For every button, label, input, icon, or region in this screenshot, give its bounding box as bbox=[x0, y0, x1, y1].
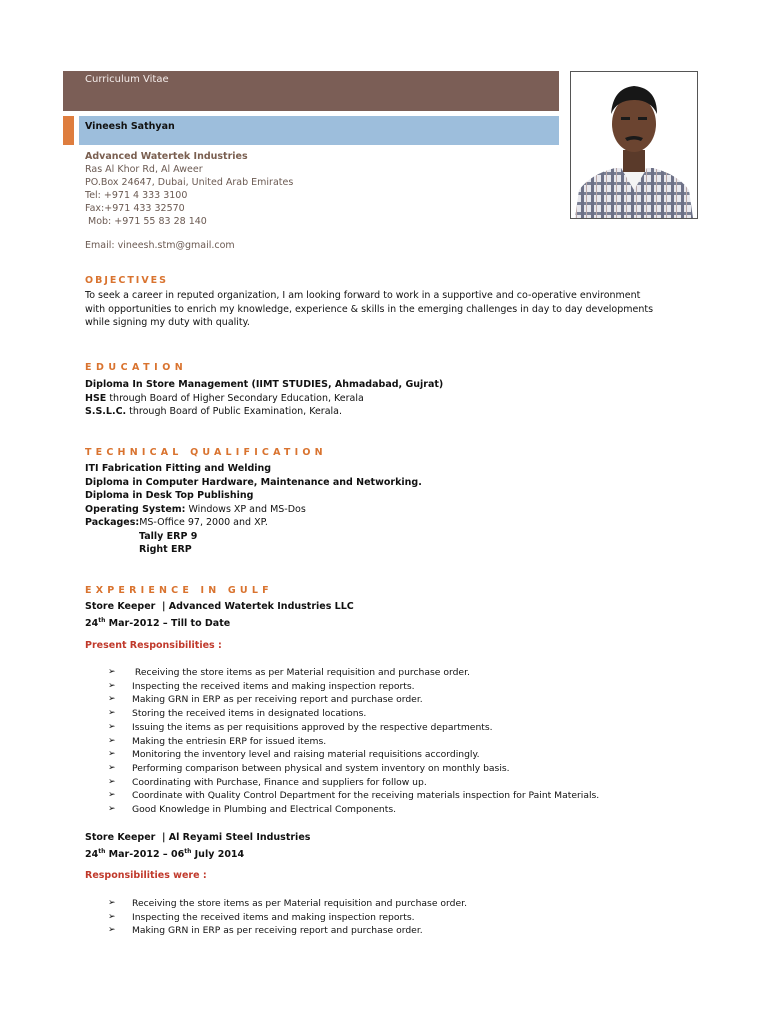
name-accent-block bbox=[63, 116, 74, 145]
technical-line bbox=[85, 503, 422, 517]
education-heading: EDUCATION bbox=[85, 362, 188, 373]
name-bar bbox=[79, 116, 559, 145]
profile-photo-icon bbox=[571, 72, 697, 218]
objectives-text bbox=[85, 289, 653, 330]
objectives-line: with opportunities to enrich my knowledge, experience & skills in the emerging challenges in day to day developments bbox=[85, 303, 654, 315]
technical-line bbox=[85, 543, 422, 557]
candidate-name: Vineesh Sathyan bbox=[85, 121, 175, 132]
company-name: Advanced Watertek Industries bbox=[85, 151, 248, 162]
responsibility-text: Monitoring the inventory level and raising material requisitions accordingly. bbox=[132, 749, 480, 761]
responsibility-item bbox=[108, 924, 467, 938]
responsibility-text: Making the entriesin ERP for issued items. bbox=[132, 735, 327, 747]
arrowhead-bullet-icon: ➢ bbox=[108, 804, 116, 815]
job2-date-sup1: th bbox=[98, 847, 106, 855]
os-value: Windows XP and MS-Dos bbox=[185, 503, 306, 515]
right-erp: Right ERP bbox=[139, 544, 192, 555]
arrowhead-bullet-icon: ➢ bbox=[108, 749, 116, 760]
job2-date-day: 24 bbox=[85, 848, 99, 860]
job1-date-sup: th bbox=[98, 616, 106, 624]
arrowhead-bullet-icon: ➢ bbox=[108, 911, 116, 922]
technical-line bbox=[85, 476, 422, 490]
education-line bbox=[85, 405, 443, 419]
email: Email: vineesh.stm@gmail.com bbox=[85, 240, 235, 251]
responsibility-text: Coordinating with Purchase, Finance and suppliers for follow up. bbox=[132, 776, 427, 788]
job1-responsibilities-title: Present Responsibilities : bbox=[85, 640, 222, 651]
technical-line bbox=[85, 462, 422, 476]
arrowhead-bullet-icon: ➢ bbox=[108, 790, 116, 801]
technical-line bbox=[85, 489, 422, 503]
job2-date-rest: July 2014 bbox=[191, 848, 245, 860]
mobile: Mob: +971 55 83 28 140 bbox=[85, 216, 207, 227]
education-hse-label: HSE bbox=[85, 392, 107, 404]
responsibility-text: Inspecting the received items and making inspection reports. bbox=[132, 680, 415, 692]
job2-header bbox=[85, 831, 310, 861]
responsibility-item bbox=[108, 911, 467, 925]
address-line-2: PO.Box 24647, Dubai, United Arab Emirates bbox=[85, 177, 294, 188]
arrowhead-bullet-icon: ➢ bbox=[108, 694, 116, 705]
job1-date-rest: Mar-2012 – Till to Date bbox=[105, 617, 231, 629]
education-sslc-text: through Board of Public Examination, Kerala. bbox=[126, 406, 343, 417]
responsibility-item bbox=[108, 762, 599, 776]
technical-hardware: Diploma in Computer Hardware, Maintenance and Networking. bbox=[85, 476, 422, 488]
education-text bbox=[85, 378, 443, 419]
responsibility-item bbox=[108, 721, 599, 735]
education-hse-text: through Board of Higher Secondary Education, Kerala bbox=[106, 392, 364, 404]
technical-iti: ITI Fabrication Fitting and Welding bbox=[85, 463, 272, 474]
technical-text bbox=[85, 462, 422, 557]
responsibility-text: Coordinate with Quality Control Department for the receiving materials inspection for Paint Materials. bbox=[132, 790, 600, 802]
technical-line bbox=[85, 530, 422, 544]
responsibility-text: Making GRN in ERP as per receiving report and purchase order. bbox=[132, 925, 423, 937]
education-diploma: Diploma In Store Management (IIMT STUDIES, Ahmadabad, Gujrat) bbox=[85, 379, 444, 390]
job2-date-sup2: th bbox=[184, 847, 192, 855]
responsibility-text: Good Knowledge in Plumbing and Electrical Components. bbox=[132, 804, 397, 816]
job1-date-day: 24 bbox=[85, 617, 99, 629]
education-line bbox=[85, 392, 443, 406]
cv-title-bar bbox=[63, 71, 559, 111]
responsibility-item bbox=[108, 680, 599, 694]
responsibility-item bbox=[108, 789, 599, 803]
job1-responsibilities-list bbox=[108, 666, 599, 817]
job2-responsibilities-list bbox=[108, 897, 467, 938]
packages-value: MS-Office 97, 2000 and XP. bbox=[139, 517, 268, 528]
responsibility-item bbox=[108, 776, 599, 790]
experience-heading: EXPERIENCE IN GULF bbox=[85, 585, 273, 596]
arrowhead-bullet-icon: ➢ bbox=[108, 735, 116, 746]
telephone: Tel: +971 4 333 3100 bbox=[85, 190, 188, 201]
responsibility-item bbox=[108, 748, 599, 762]
education-sslc-label: S.S.L.C. bbox=[85, 406, 127, 417]
education-line bbox=[85, 378, 443, 392]
job1-title-text: Store Keeper | Advanced Watertek Industries LLC bbox=[85, 601, 354, 612]
technical-dtp: Diploma in Desk Top Publishing bbox=[85, 490, 254, 501]
os-label: Operating System: bbox=[85, 503, 186, 515]
fax: Fax:+971 433 32570 bbox=[85, 203, 185, 214]
packages-label: Packages: bbox=[85, 517, 140, 528]
job1-date bbox=[85, 614, 354, 631]
job2-title-text: Store Keeper | Al Reyami Steel Industries bbox=[85, 832, 311, 843]
objectives-line: To seek a career in reputed organization, I am looking forward to work in a supportive and co-operative environment bbox=[85, 290, 641, 301]
responsibility-text: Storing the received items in designated locations. bbox=[132, 708, 367, 720]
job2-responsibilities-title: Responsibilities were : bbox=[85, 870, 207, 881]
responsibility-text: Inspecting the received items and making inspection reports. bbox=[132, 911, 415, 923]
technical-heading: TECHNICAL QUALIFICATION bbox=[85, 447, 327, 458]
responsibility-item bbox=[108, 803, 599, 817]
arrowhead-bullet-icon: ➢ bbox=[108, 898, 116, 908]
arrowhead-bullet-icon: ➢ bbox=[108, 925, 116, 936]
arrowhead-bullet-icon: ➢ bbox=[108, 721, 116, 732]
profile-photo bbox=[570, 71, 698, 219]
responsibility-text: Issuing the items as per requisitions approved by the respective departments. bbox=[132, 721, 493, 733]
address-line-1: Ras Al Khor Rd, Al Aweer bbox=[85, 164, 203, 175]
responsibility-item bbox=[108, 693, 599, 707]
arrowhead-bullet-icon: ➢ bbox=[108, 667, 116, 677]
responsibility-text: Receiving the store items as per Material requisition and purchase order. bbox=[132, 667, 470, 678]
arrowhead-bullet-icon: ➢ bbox=[108, 708, 116, 719]
responsibility-item bbox=[108, 707, 599, 721]
responsibility-text: Receiving the store items as per Material requisition and purchase order. bbox=[132, 898, 467, 909]
arrowhead-bullet-icon: ➢ bbox=[108, 776, 116, 787]
arrowhead-bullet-icon: ➢ bbox=[108, 762, 116, 773]
job2-date bbox=[85, 845, 310, 862]
arrowhead-bullet-icon: ➢ bbox=[108, 680, 116, 691]
job1-header bbox=[85, 600, 354, 630]
job1-title bbox=[85, 600, 354, 614]
responsibility-item bbox=[108, 735, 599, 749]
tally-erp: Tally ERP 9 bbox=[139, 530, 198, 542]
responsibility-text: Making GRN in ERP as per receiving report and purchase order. bbox=[132, 694, 423, 706]
responsibility-item bbox=[108, 666, 599, 680]
job2-date-mid: Mar-2012 – 06 bbox=[105, 848, 185, 860]
job2-title bbox=[85, 831, 310, 845]
contact-block bbox=[85, 150, 293, 228]
responsibility-text: Performing comparison between physical and system inventory on monthly basis. bbox=[132, 762, 510, 774]
cv-label: Curriculum Vitae bbox=[85, 74, 169, 85]
responsibility-item bbox=[108, 897, 467, 911]
technical-line bbox=[85, 516, 422, 530]
objectives-line: while signing my duty with quality. bbox=[85, 317, 250, 328]
objectives-heading: OBJECTIVES bbox=[85, 275, 169, 286]
